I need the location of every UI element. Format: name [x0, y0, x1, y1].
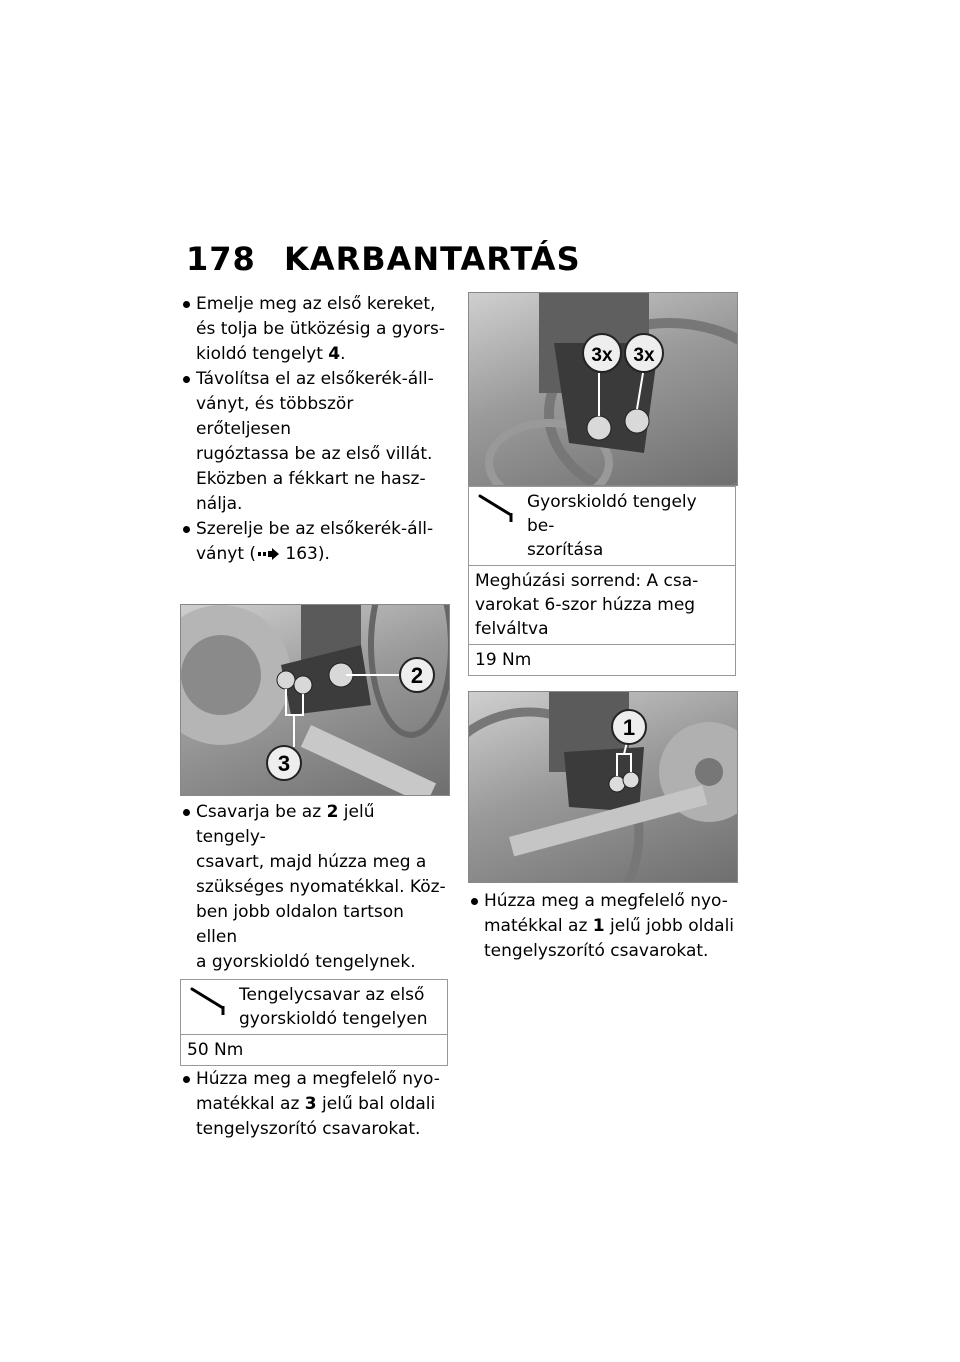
spec-title	[469, 487, 736, 566]
line: jelű bal oldali	[316, 1094, 436, 1114]
line: matékkal az	[484, 916, 593, 936]
callout-ref: 1	[592, 916, 605, 936]
torque-wrench-icon	[189, 986, 229, 1016]
line: ványt, és többször erőteljesen	[196, 394, 354, 439]
line: tengelyszorító csavarokat.	[484, 941, 709, 961]
left-column	[180, 292, 448, 1142]
instruction-list-right	[468, 889, 736, 964]
instruction-tighten-left-clamp	[180, 1067, 448, 1142]
callout-label-1: 1	[622, 715, 636, 740]
torque-spec-axle-bolt	[180, 979, 448, 1066]
instruction-tighten-right-clamp	[468, 889, 736, 964]
line: Húzza meg a megfelelő nyo-	[484, 891, 728, 911]
line: Meghúzási sorrend: A csa-	[475, 571, 699, 591]
line: ).	[317, 544, 330, 564]
figure-clamp-bolts-sequence	[468, 292, 738, 486]
instruction-raise-wheel	[180, 292, 448, 367]
line: varokat 6-szor húzza meg	[475, 595, 696, 615]
callout-label-3: 3	[277, 751, 291, 776]
line: kioldó tengelyt	[196, 344, 329, 364]
callout-label-3x-right: 3x	[633, 345, 655, 366]
figure-axle-bolt-illustration	[181, 605, 449, 795]
line: ben jobb oldalon tartson ellen	[196, 902, 404, 947]
instruction-list-bottom	[180, 1067, 448, 1142]
figure-right-clamp-illustration	[469, 692, 737, 882]
line: Csavarja be az	[196, 802, 327, 822]
line: matékkal az	[196, 1094, 305, 1114]
line: szükséges nyomatékkal. Köz-	[196, 877, 446, 897]
line: felváltva	[475, 619, 549, 639]
line: csavart, majd húzza meg a	[196, 852, 427, 872]
line: a gyorskioldó tengelynek.	[196, 952, 416, 972]
spec-title	[181, 980, 448, 1035]
line: és tolja be ütközésig a gyors-	[196, 319, 445, 339]
line: Eközben a fékkart ne hasz-	[196, 469, 426, 489]
line: gyorskioldó tengelyen	[239, 1009, 428, 1029]
line: Húzza meg a megfelelő nyo-	[196, 1069, 440, 1089]
chapter-title: KARBANTARTÁS	[284, 240, 581, 278]
callout-ref: 2	[326, 802, 339, 822]
line: ványt (	[196, 544, 257, 564]
line: Tengelycsavar az első	[239, 985, 425, 1005]
line: Távolítsa el az elsőkerék-áll-	[196, 369, 434, 389]
line: Emelje meg az első kereket,	[196, 294, 436, 314]
callout-label-3x-left: 3x	[591, 345, 613, 366]
torque-spec-clamp	[468, 486, 736, 676]
figure-clamp-illustration	[469, 293, 737, 485]
right-column	[468, 292, 736, 964]
line: jelű tengely-	[196, 802, 375, 847]
callout-ref: 4	[328, 344, 341, 364]
page-ref[interactable]: 163	[285, 544, 318, 564]
line: rugóztassa be az első villát.	[196, 444, 433, 464]
torque-wrench-icon	[477, 493, 517, 523]
spec-value: 19 Nm	[469, 645, 736, 676]
spec-value: 50 Nm	[181, 1035, 448, 1066]
line: tengelyszorító csavarokat.	[196, 1119, 421, 1139]
page-number: 178	[186, 240, 256, 278]
figure-axle-bolt	[180, 604, 450, 796]
spec-sequence	[469, 566, 736, 645]
line: jelű jobb oldali	[604, 916, 735, 936]
callout-ref: 3	[304, 1094, 317, 1114]
instruction-remove-stand	[180, 367, 448, 517]
page-ref-arrow-icon	[256, 547, 280, 561]
figure-right-clamp	[468, 691, 738, 883]
line: .	[340, 344, 346, 364]
line: nálja.	[196, 494, 243, 514]
instruction-install-stand	[180, 517, 448, 567]
callout-label-2: 2	[410, 663, 424, 688]
instruction-list-top	[180, 292, 448, 567]
line: Gyorskioldó tengely be-	[527, 492, 697, 536]
line: szorítása	[527, 540, 604, 560]
instruction-list-mid	[180, 800, 448, 975]
line: Szerelje be az elsőkerék-áll-	[196, 519, 434, 539]
instruction-tighten-axle-bolt	[180, 800, 448, 975]
